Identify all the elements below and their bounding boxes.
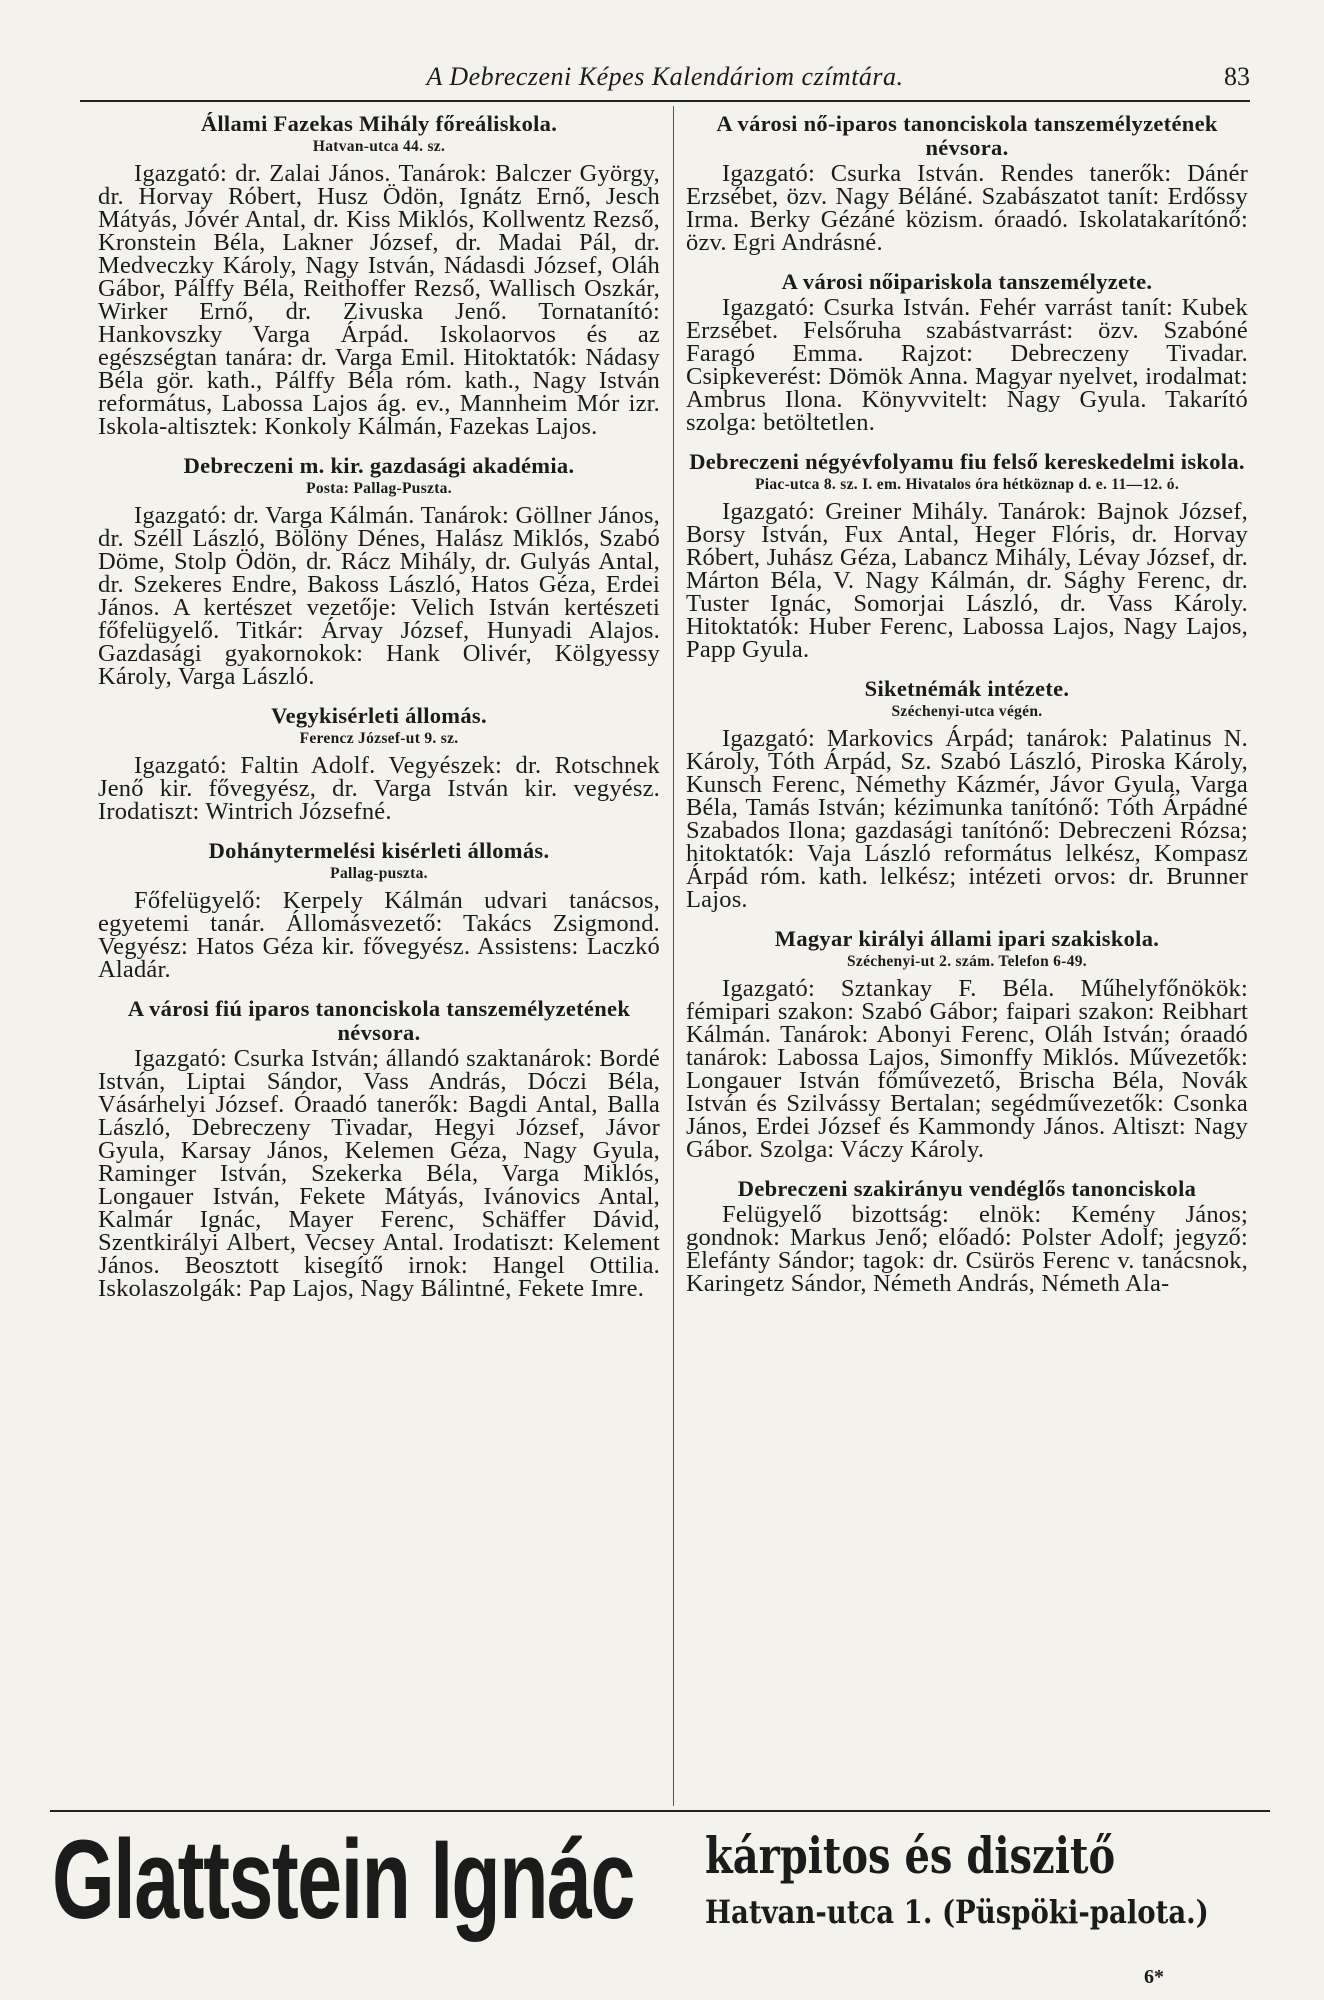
advertisement-name: Glattstein Ignác — [52, 1817, 634, 1942]
section-heading: Siketnémák intézete. — [864, 676, 1070, 701]
section-vendeglos-tanonciskola — [686, 1177, 1248, 1295]
header-title: A Debreczeni Képes Kalendáriom czímtára. — [426, 62, 904, 91]
section-body: Igazgató: dr. Zalai János. Tanárok: Balczer György, dr. Horvay Róbert, Husz Ödön, Ignátz Ernő, Jesch Mátyás, Jóvér Antal, dr. Kiss Miklós, Kollwentz Rezső, Kronstein Béla, Lakner József, dr. Madai Pál, dr. Medveczky Károly, Nagy István, Nádasdi József, Oláh Gábor, Pálffy Béla, Reithoffer Rezső, Wallisch Oszkár, Wirker Ernő, dr. Zivuska Jenő. Tornatanító: Hankovszky Varga Árpád. Iskolaorvos és az egészségtan tanára: dr. Varga Emil. Hitoktatók: Nádasy Béla gör. kath., Pálffy Béla róm. kath., Nagy István református, Labossa Lajos ág. ev., Mannheim Mór izr. Iskola-altisztek: Konkoly Kálmán, Fazekas Lajos. — [98, 160, 660, 440]
section-heading: Állami Fazekas Mihály főreáliskola. — [200, 111, 558, 136]
section-body: Főfelügyelő: Kerpely Kálmán udvari tanácsos, egyetemi tanár. Állomásvezető: Takács Zsigmond. Vegyész: Hatos Géza kir. fővegyész. Assistens: Laczkó Aladár. — [98, 887, 660, 983]
section-heading: A városi nőipariskola tanszemélyzete. — [781, 269, 1153, 294]
section-body: Igazgató: Csurka István; állandó szaktanárok: Bordé István, Liptai Sándor, Vass András, Dóczi Béla, Vásárhelyi József. Óraadó tanerők: Bagdi Antal, Balla László, Debreczeny Tivadar, Hegyi József, Jávor Gyula, Karsay János, Kelemen Géza, Nagy Gyula, Raminger István, Szekerka Béla, Varga Miklós, Longauer István, Fekete Mátyás, Ivánovics Antal, Kalmár Ignác, Mayer Ferenc, Schäffer Dávid, Szentkirályi Albert, Vecsey Antal. Irodatiszt: Kelement János. Beosztott kisegítő irnok: Hangel Ottilia. Iskolaszolgák: Pap Lajos, Nagy Bálintné, Fekete Imre. — [98, 1045, 660, 1302]
signature-mark: 6* — [1144, 1966, 1164, 1988]
section-subheading: Piac-utca 8. sz. I. em. Hivatalos óra hétköznap d. e. 11—12. ó. — [754, 476, 1180, 493]
section-heading: A városi fiú iparos tanonciskola tanszemélyzetének névsora. — [127, 996, 631, 1045]
section-heading: Debreczeni szakirányu vendéglős tanonciskola — [737, 1176, 1197, 1201]
section-noipariskola — [686, 270, 1248, 434]
section-heading: Magyar királyi állami ipari szakiskola. — [774, 926, 1160, 951]
running-header — [80, 60, 1250, 102]
section-fiu-iparos-tanonciskola — [98, 997, 660, 1300]
section-heading: A városi nő-iparos tanonciskola tanszemélyzetének névsora. — [716, 111, 1218, 160]
section-heading: Dohánytermelési kisérleti állomás. — [208, 838, 550, 863]
column-divider — [673, 106, 674, 1806]
right-column — [686, 112, 1248, 1311]
section-kereskedelmi-iskola — [686, 450, 1248, 661]
section-subheading: Ferencz József-ut 9. sz. — [299, 730, 459, 747]
page-number: 83 — [1224, 62, 1250, 91]
section-dohanytermelesi-allomas — [98, 839, 660, 981]
section-body: Igazgató: Csurka István. Rendes tanerők: Dánér Erzsébet, özv. Nagy Béláné. Szabászatot tanít: Erdőssy Irma. Berky Gézáné közism. óraadó. Iskolatakarítónő: özv. Egri Andrásné. — [686, 160, 1248, 256]
section-body: Igazgató: Markovics Árpád; tanárok: Palatinus N. Károly, Tóth Árpád, Sz. Szabó László, Piroska Károly, Kunsch Ferenc, Némethy Kázmér, Jávor Gyula, Varga Béla, Tamás István; kézimunka tanítónő: Tóth Árpádné Szabados Ilona; gazdasági tanítónő: Debreczeni Rózsa; hitoktatók: Vaja László református lelkész, Kompasz Árpád róm. kath. lelkész; intézeti orvos: dr. Brunner Lajos. — [686, 725, 1248, 913]
section-subheading: Széchenyi-ut 2. szám. Telefon 6-49. — [847, 953, 1087, 970]
section-vegykiserleti-allomas — [98, 704, 660, 823]
left-column — [98, 112, 660, 1316]
section-body: Igazgató: Faltin Adolf. Vegyészek: dr. Rotschnek Jenő kir. fővegyész, dr. Varga István kir. vegyész. Irodatiszt: Wintrich Józsefné. — [98, 752, 660, 825]
section-body: Igazgató: dr. Varga Kálmán. Tanárok: Göllner János, dr. Széll László, Bölöny Dénes, Halász Miklós, Szabó Döme, Stolp Ödön, dr. Rácz Mihály, dr. Gulyás Antal, dr. Szekeres Endre, Bakoss László, Hatos Géza, Erdei János. A kertészet vezetője: Velich István kertészeti főfelügyelő. Titkár: Árvay József, Hunyadi Alajos. Gazdasági gyakornokok: Hank Olivér, Kölgyessy Károly, Varga László. — [98, 502, 660, 690]
section-heading: Debreczeni m. kir. gazdasági akadémia. — [183, 453, 575, 478]
section-subheading: Pallag-puszta. — [330, 865, 428, 882]
advertisement-trade: kárpitos és diszitő — [705, 1826, 1116, 1885]
section-no-iparos-tanonciskola — [686, 112, 1248, 254]
advertisement-address: Hatvan-utca 1. (Püspöki-palota.) — [705, 1893, 1209, 1931]
section-fazekas-fo-realiskola — [98, 112, 660, 438]
section-ipari-szakiskola — [686, 927, 1248, 1161]
section-heading: Debreczeni négyévfolyamu fiu felső kereskedelmi iskola. — [689, 449, 1245, 474]
section-body: Igazgató: Greiner Mihály. Tanárok: Bajnok József, Borsy István, Fux Antal, Heger Flóris, dr. Horvay Róbert, Juhász Géza, Labancz Mihály, Lévay József, dr. Márton Béla, V. Nagy Kálmán, dr. Sághy Ferenc, dr. Tuster Ignác, Somorjai László, dr. Vass Károly. Hitoktatók: Huber Ferenc, Labossa Lajos, Nagy Lajos, Papp Gyula. — [686, 498, 1248, 663]
section-subheading: Hatvan-utca 44. sz. — [312, 138, 446, 155]
section-body: Igazgató: Sztankay F. Béla. Műhelyfőnökök: fémipari szakon: Szabó Gábor; faipari szakon: Reibhart Kálmán. Tanárok: Abonyi Ferenc, Oláh István; óraadó tanárok: Labossa Lajos, Simonffy Miklós. Művezetők: Longauer István főművezető, Brischa Béla, Novák István és Szilvássy Bertalan; segédművezetők: Csonka János, Erdei József és Kammondy János. Altiszt: Nagy Gábor. Szolga: Váczy Károly. — [686, 975, 1248, 1163]
section-heading: Vegykisérleti állomás. — [271, 703, 487, 728]
section-subheading: Széchenyi-utca végén. — [891, 703, 1043, 720]
section-body: Igazgató: Csurka István. Fehér varrást tanít: Kubek Erzsébet. Felsőruha szabástvarrást: özv. Szabóné Faragó Emma. Rajzot: Debreczeny Tivadar. Csipkeverést: Dömök Anna. Magyar nyelvet, irodalmat: Ambrus Ilona. Könyvvitelt: Nagy Gyula. Takarító szolga: betöltetlen. — [686, 294, 1248, 436]
section-body: Felügyelő bizottság: elnök: Kemény János; gondnok: Markus Jenő; előadó: Polster Adolf; jegyző: Elefánty Sándor; tagok: dr. Csürös Ferenc v. tanácsnok, Karingetz Sándor, Németh András, Németh Ala- — [686, 1201, 1248, 1297]
section-siketnemak-intezete — [686, 677, 1248, 911]
section-gazdasagi-akademia — [98, 454, 660, 688]
section-subheading: Posta: Pallag-Puszta. — [306, 480, 452, 497]
